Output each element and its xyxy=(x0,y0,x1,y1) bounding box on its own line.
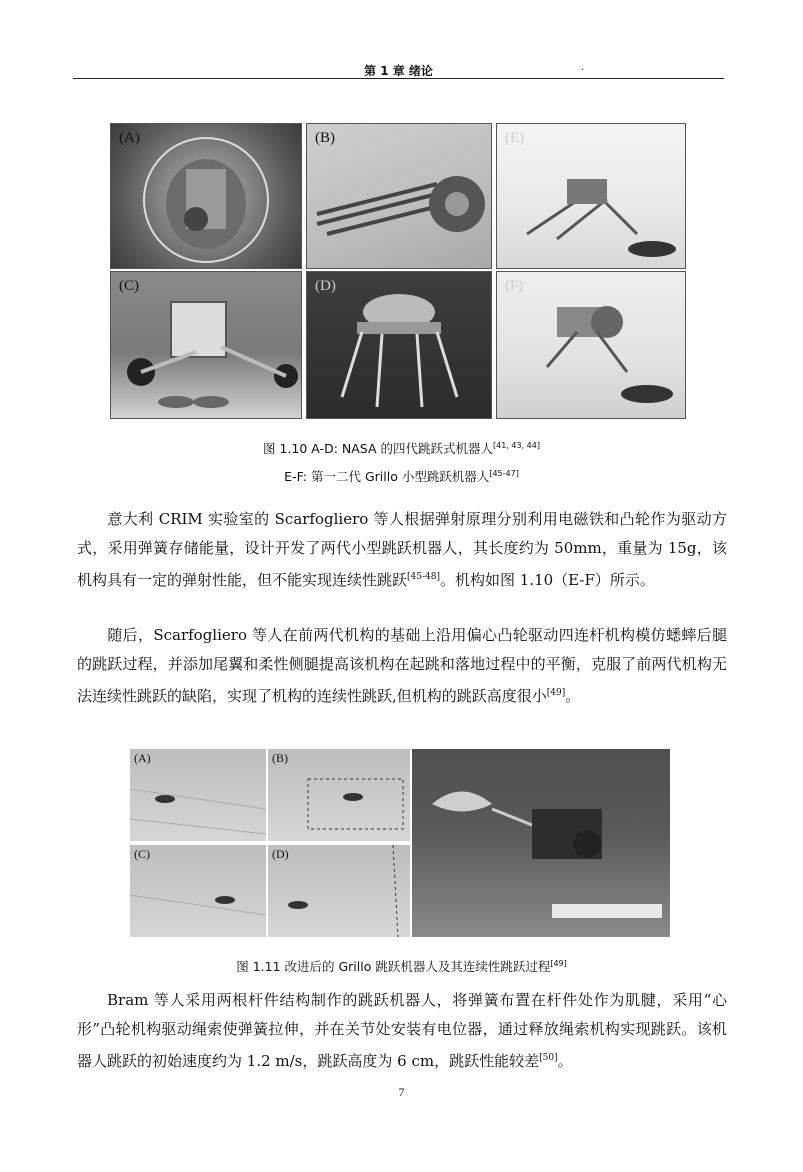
jump-sequence-panel-b xyxy=(268,749,410,841)
header-dot: . xyxy=(580,62,584,73)
citation-ref: [45-48] xyxy=(407,572,440,582)
photo-panel-d xyxy=(306,271,492,419)
panel-label: (A) xyxy=(119,130,140,146)
citation-ref: [41, 43, 44] xyxy=(493,440,540,450)
photo-panel-f xyxy=(496,271,686,419)
photo-panel-e xyxy=(496,123,686,269)
panel-label: (F) xyxy=(505,278,524,294)
grillo-robot-graphic xyxy=(497,124,685,268)
panel-label: (D) xyxy=(272,847,289,861)
floor-grid-graphic xyxy=(130,845,266,937)
panel-label: (C) xyxy=(134,847,150,861)
citation-ref: [45-47] xyxy=(489,468,519,478)
figure-1-10-caption-line2: E-F: 第一二代 Grillo 小型跳跃机器人[45-47] xyxy=(284,468,519,484)
panel-label: (B) xyxy=(315,130,335,146)
chapter-title: 第 1 章 绪论 xyxy=(364,64,433,78)
panel-label: (A) xyxy=(134,751,151,765)
grillo-closeup-photo xyxy=(412,749,670,937)
citation-ref: [50] xyxy=(539,1053,558,1063)
wheeled-robot-graphic xyxy=(111,272,301,418)
photo-panel-a xyxy=(110,123,302,269)
running-header xyxy=(73,60,724,79)
panel-label: (E) xyxy=(505,130,525,146)
figure-1-10-caption-line1: 图 1.10 A-D: NASA 的四代跳跃式机器人[41, 43, 44] xyxy=(263,440,540,456)
paragraph-2: 随后，Scarfogliero 等人在前两代机构的基础上沿用偏心凸轮驱动四连杆机构模仿蟋蟀后腿的跳跃过程，并添加尾翼和柔性侧腿提高该机构在起跳和落地过程中的平衡，克服了前两代机构无法连续性跳跃的缺陷，实现了机构的连续性跳跃,但机构的跳跃高度很小[49]。 xyxy=(77,626,727,705)
panel-label: (C) xyxy=(119,278,139,294)
panel-label: (D) xyxy=(315,278,336,294)
jump-sequence-panel-d xyxy=(268,845,410,937)
photo-panel-c xyxy=(110,271,302,419)
jump-sequence-panel-a xyxy=(130,749,266,841)
jump-sequence-panel-c xyxy=(130,845,266,937)
paragraph-1: 意大利 CRIM 实验室的 Scarfogliero 等人根据弹射原理分别利用电磁铁和凸轮作为驱动方式，采用弹簧存储能量，设计开发了两代小型跳跃机器人，其长度约为 50mm，重量为 15g，该机构具有一定的弹射性能，但不能实现连续性跳跃[45-48]。机构如图 1.10（E-F）所示。 xyxy=(77,510,727,589)
grillo-robot-2-graphic xyxy=(497,272,685,418)
figure-1-11-caption: 图 1.11 改进后的 Grillo 跳跃机器人及其连续性跳跃过程[49] xyxy=(236,958,567,974)
robot-closeup-graphic xyxy=(412,749,670,937)
panel-label: (B) xyxy=(272,751,288,765)
page-number: 7 xyxy=(398,1085,405,1099)
paragraph-3: Bram 等人采用两根杆件结构制作的跳跃机器人，将弹簧布置在杆件处作为肌腱，采用“心形”凸轮机构驱动绳索使弹簧拉伸，并在关节处安装有电位器，通过释放绳索机构实现跳跃。该机器人跳跃的初始速度约为 1.2 m/s，跳跃高度为 6 cm，跳跃性能较差[50]。 xyxy=(77,991,727,1070)
citation-ref: [49] xyxy=(546,688,566,698)
floor-grid-graphic xyxy=(268,749,410,841)
photo-panel-b xyxy=(306,123,492,269)
floor-grid-graphic xyxy=(268,845,410,937)
citation-ref: [49] xyxy=(550,958,567,968)
